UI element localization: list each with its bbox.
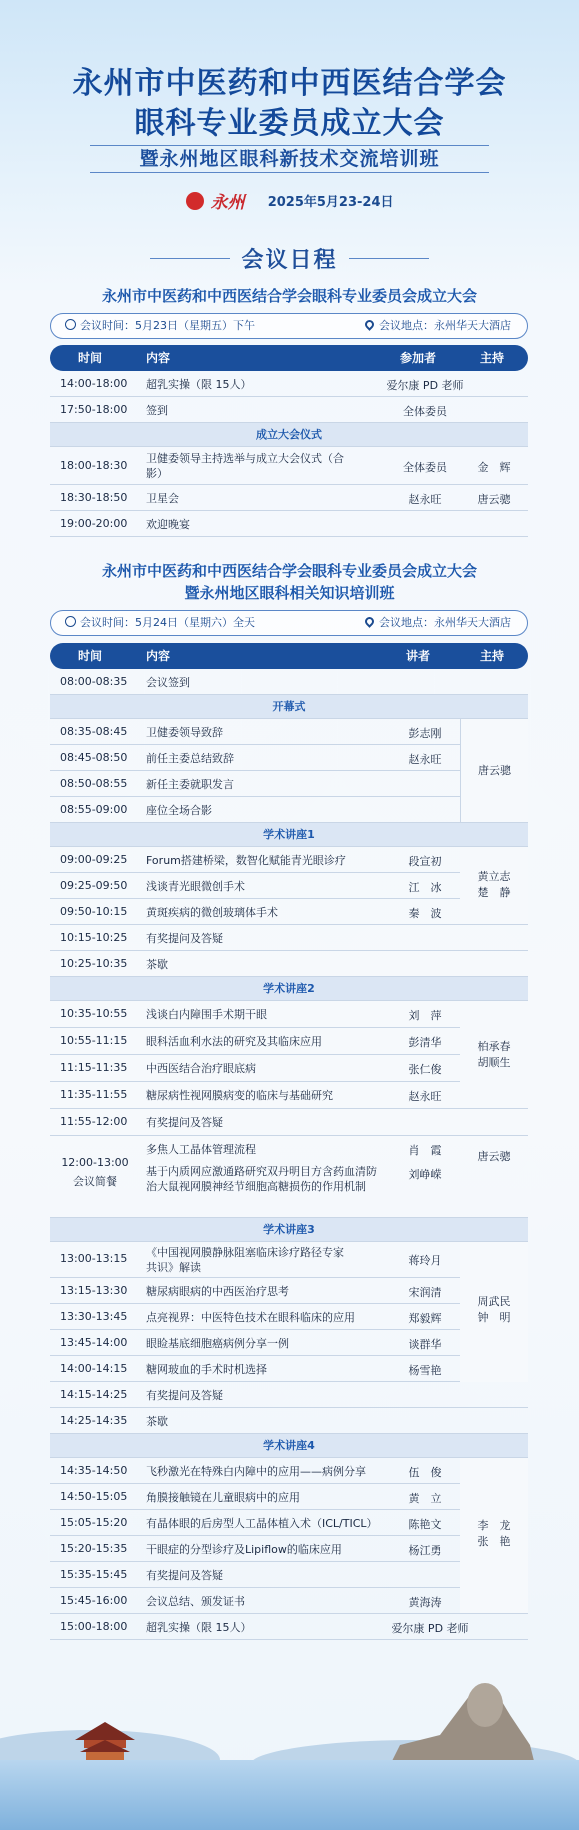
- row-time: 08:55-09:00: [60, 803, 128, 816]
- row-time: 11:15-11:35: [60, 1061, 128, 1074]
- row-person: 爱尔康 PD 老师: [386, 379, 464, 392]
- row-time: 13:00-13:15: [60, 1252, 128, 1265]
- row-content: 糖尿病性视网膜病变的临床与基础研究: [146, 1089, 333, 1102]
- row-content: 有奖提问及答疑: [146, 1569, 223, 1582]
- row-person: 谈群华: [408, 1338, 442, 1351]
- row-person: 赵永旺: [408, 753, 442, 766]
- section-block: [50, 719, 528, 823]
- section-block: [50, 1242, 528, 1434]
- table-row: [50, 1055, 528, 1082]
- day2-time: 会议时间：5月24日（星期六）全天: [80, 616, 255, 629]
- header-time: 时间: [78, 649, 103, 663]
- row-content: 糖网玻血的手术时机选择: [146, 1363, 267, 1376]
- row-time: 17:50-18:00: [60, 403, 128, 416]
- table-row: [50, 1484, 528, 1510]
- day2-title-line2: 暨永州地区眼科相关知识培训班: [184, 584, 395, 602]
- row-person: 爱尔康 PD 老师: [391, 1622, 469, 1635]
- row-content: 糖尿病眼病的中西医治疗思考: [146, 1285, 289, 1298]
- row-time: 18:00-18:30: [60, 459, 128, 472]
- table-row: [50, 1082, 528, 1109]
- table-row: [50, 1458, 528, 1484]
- row-content: 会议总结、颁发证书: [146, 1595, 245, 1608]
- table-row: [50, 1614, 528, 1640]
- event-date: 2025年5月23-24日: [267, 195, 394, 210]
- row-person: 江 冰: [408, 881, 442, 894]
- row-content: 卫健委领导主持选举与成立大会仪式（合影）: [146, 452, 344, 480]
- table-row: [50, 511, 528, 537]
- row-time: 10:15-10:25: [60, 931, 128, 944]
- table-row: [50, 1242, 528, 1278]
- row-content: 卫星会: [146, 492, 179, 505]
- table-row: [50, 771, 528, 797]
- table-row: [50, 1028, 528, 1055]
- table-row: [50, 1001, 528, 1028]
- table-row: [50, 719, 528, 745]
- row-time: 08:50-08:55: [60, 777, 128, 790]
- agenda-title: 会议日程: [0, 243, 579, 273]
- row-time: 09:50-10:15: [60, 905, 128, 918]
- row-content: 卫健委领导致辞: [146, 726, 223, 739]
- row-content: 欢迎晚宴: [146, 518, 190, 531]
- row-person: 刘 萍: [408, 1009, 442, 1022]
- day1-place: 会议地点：永州华天大酒店: [379, 319, 511, 332]
- row-content: 《中国视网膜静脉阻塞临床诊疗路径专家共识》解读: [146, 1246, 344, 1274]
- row-time: 13:45-14:00: [60, 1336, 128, 1349]
- row-content: 超乳实操（限 15人）: [146, 1621, 252, 1634]
- logo-date-row: [0, 188, 579, 212]
- row-person: 杨江勇: [408, 1544, 442, 1557]
- row-person: 全体委员: [403, 461, 447, 474]
- row-person: 陈艳文: [408, 1518, 442, 1531]
- subtitle: 暨永州地区眼科新技术交流培训班: [90, 145, 489, 173]
- row-person: 郑毅辉: [408, 1312, 442, 1325]
- location-pin-icon: [363, 318, 376, 331]
- day1-table: [50, 345, 528, 537]
- table-row: [50, 371, 528, 397]
- header-host: 主持: [480, 649, 505, 663]
- day1-time: 会议时间：5月23日（星期五）下午: [80, 319, 255, 332]
- row-time: 14:35-14:50: [60, 1464, 128, 1477]
- row-person: 彭清华: [408, 1036, 442, 1049]
- row-content: 眼睑基底细胞癌病例分享一例: [146, 1337, 289, 1350]
- row-content: 前任主委总结致辞: [146, 752, 234, 765]
- row-time: 09:25-09:50: [60, 879, 128, 892]
- row-person: 刘峥嵘: [408, 1168, 442, 1181]
- table-row: [50, 669, 528, 695]
- row-content: 中西医结合治疗眼底病: [146, 1062, 256, 1075]
- row-content: 新任主委就职发言: [146, 778, 234, 791]
- section-band: 开幕式: [50, 695, 528, 719]
- header-time: 时间: [78, 351, 103, 365]
- row-person: 宋润清: [408, 1286, 442, 1299]
- row-content: 点亮视界：中医特色技术在眼科临床的应用: [146, 1311, 355, 1324]
- row-person: 赵永旺: [408, 1090, 442, 1103]
- row-content: 茶歇: [146, 1415, 168, 1428]
- row-content: 座位全场合影: [146, 804, 212, 817]
- table-row: [50, 397, 528, 423]
- row-time: 15:35-15:45: [60, 1568, 128, 1581]
- row-time: 18:30-18:50: [60, 491, 128, 504]
- row-time: 15:45-16:00: [60, 1594, 128, 1607]
- row-person: 黄 立: [408, 1492, 442, 1505]
- row-time: 14:00-18:00: [60, 377, 128, 390]
- row-content: 会议签到: [146, 676, 190, 689]
- row-content: Forum搭建桥梁，数智化赋能青光眼诊疗: [146, 854, 346, 867]
- row-time: 14:25-14:35: [60, 1414, 128, 1427]
- row-person: 黄海涛: [408, 1596, 442, 1609]
- row-time: 14:00-14:15: [60, 1362, 128, 1375]
- day2-place: 会议地点：永州华天大酒店: [379, 616, 511, 629]
- row-person: 秦 波: [408, 907, 442, 920]
- lake-water: [0, 1760, 579, 1830]
- row-content: 有奖提问及答疑: [146, 1116, 223, 1129]
- table-row: [50, 1109, 528, 1136]
- row-time: 19:00-20:00: [60, 517, 128, 530]
- table-row: [50, 1408, 528, 1434]
- table-row: [50, 899, 528, 925]
- footer-scenery: [0, 1660, 579, 1830]
- row-person: 全体委员: [403, 405, 447, 418]
- row-time: 14:50-15:05: [60, 1490, 128, 1503]
- row-person: 段宣初: [408, 855, 442, 868]
- row-content: 超乳实操（限 15人）: [146, 378, 252, 391]
- location-pin-icon: [363, 615, 376, 628]
- table-row: [50, 1356, 528, 1382]
- row-time: 12:00-13:00: [61, 1156, 129, 1169]
- header-content: 内容: [146, 351, 171, 365]
- section-host: 周武民 钟 明: [460, 1242, 528, 1382]
- section-band: 学术讲座4: [50, 1434, 528, 1458]
- row-content: 有晶体眼的后房型人工晶体植入术（ICL/TICL）: [146, 1517, 378, 1530]
- clock-icon: [65, 616, 76, 627]
- row-content: 眼科活血利水法的研究及其临床应用: [146, 1035, 322, 1048]
- header-participant: 参加者: [400, 351, 437, 365]
- poster-header: [0, 0, 579, 230]
- row-person: 蒋玲月: [408, 1254, 442, 1267]
- clock-icon: [65, 319, 76, 330]
- row-person: 伍 俊: [408, 1466, 442, 1479]
- row-content: 基于内质网应激通路研究双丹明目方含药血清防治大鼠视网膜神经节细胞高糖损伤的作用机制: [146, 1165, 377, 1193]
- table-row: [50, 1588, 528, 1614]
- row-time: 11:35-11:55: [60, 1088, 128, 1101]
- row-content: 干眼症的分型诊疗及Lipiflow的临床应用: [146, 1543, 342, 1556]
- main-title-line1: 永州市中医药和中西医结合学会: [72, 66, 507, 101]
- table-row: [50, 1510, 528, 1536]
- section-host: 唐云骢: [460, 719, 528, 822]
- row-person: 彭志刚: [408, 727, 442, 740]
- table-row: [50, 797, 528, 823]
- section-host: 柏承春 胡顺生: [460, 1001, 528, 1108]
- day1-title: 永州市中医药和中西医结合学会眼科专业委员会成立大会: [101, 287, 477, 305]
- day1-infobar: [50, 313, 528, 339]
- row-content: 茶歇: [146, 958, 168, 971]
- section-host: 李 龙 张 艳: [460, 1458, 528, 1613]
- table-row: [50, 873, 528, 899]
- row-time: 13:30-13:45: [60, 1310, 128, 1323]
- row-content: 有奖提问及答疑: [146, 932, 223, 945]
- row-content: 有奖提问及答疑: [146, 1389, 223, 1402]
- row-time: 13:15-13:30: [60, 1284, 128, 1297]
- table-row: [50, 847, 528, 873]
- row-content: 角膜接触镜在儿童眼病中的应用: [146, 1491, 300, 1504]
- table-header: [50, 345, 528, 371]
- table-row: [50, 1562, 528, 1588]
- table-row: [50, 1330, 528, 1356]
- row-time: 11:55-12:00: [60, 1115, 128, 1128]
- section-block: [50, 847, 528, 977]
- row-time: 15:20-15:35: [60, 1542, 128, 1555]
- row-content: 浅谈青光眼微创手术: [146, 880, 245, 893]
- row-time: 15:00-18:00: [60, 1620, 128, 1633]
- section-block: [50, 1458, 528, 1640]
- row-time: 10:55-11:15: [60, 1034, 128, 1047]
- section-band: 学术讲座3: [50, 1218, 528, 1242]
- day2-table: [50, 643, 528, 1640]
- row-person: 肖 霞: [408, 1144, 442, 1157]
- table-row: [50, 1304, 528, 1330]
- section-host: 黄立志 楚 静: [460, 847, 528, 924]
- table-row: [50, 1278, 528, 1304]
- row-time: 10:35-10:55: [60, 1007, 128, 1020]
- row-content: 黄斑疾病的微创玻璃体手术: [146, 906, 278, 919]
- day2-infobar: [50, 610, 528, 636]
- row-time: 08:45-08:50: [60, 751, 128, 764]
- row-time: 08:00-08:35: [60, 675, 128, 688]
- row-content: 签到: [146, 404, 168, 417]
- header-speaker: 讲者: [406, 649, 431, 663]
- section-band: 学术讲座1: [50, 823, 528, 847]
- row-content: 浅谈白内障围手术期干眼: [146, 1008, 267, 1021]
- table-row: [50, 951, 528, 977]
- table-header: [50, 643, 528, 669]
- day2-title-line1: 永州市中医药和中西医结合学会眼科专业委员会成立大会: [101, 562, 477, 580]
- row-person: 杨雪艳: [408, 1364, 442, 1377]
- row-time: 09:00-09:25: [60, 853, 128, 866]
- row-person: 张仁俊: [408, 1063, 442, 1076]
- row-time: 15:05-15:20: [60, 1516, 128, 1529]
- lunch-row: [50, 1136, 528, 1218]
- row-time: 14:15-14:25: [60, 1388, 128, 1401]
- table-row: [50, 1536, 528, 1562]
- table-row: [50, 745, 528, 771]
- row-person: 赵永旺: [408, 493, 442, 506]
- row-time: 10:25-10:35: [60, 957, 128, 970]
- row-content: 飞秒激光在特殊白内障中的应用——病例分享: [146, 1465, 366, 1478]
- section-band: 成立大会仪式: [50, 423, 528, 447]
- table-row: [50, 1382, 528, 1408]
- section-band: 学术讲座2: [50, 977, 528, 1001]
- row-content: 多焦人工晶体管理流程: [146, 1143, 256, 1156]
- row-host: 金 辉: [477, 461, 511, 474]
- table-row: [50, 447, 528, 485]
- section-block: [50, 1001, 528, 1218]
- header-content: 内容: [146, 649, 171, 663]
- row-time: 08:35-08:45: [60, 725, 128, 738]
- city-logo: 永州: [210, 193, 245, 213]
- row-host: 唐云骢: [477, 493, 511, 506]
- row-host: 唐云骢: [477, 1150, 511, 1163]
- seal-icon: [186, 192, 204, 210]
- table-row: [50, 485, 528, 511]
- header-host: 主持: [480, 351, 505, 365]
- table-row: [50, 925, 528, 951]
- main-title-line2: 眼科专业委员成立大会: [134, 106, 445, 141]
- lunch-label: 会议简餐: [73, 1175, 117, 1188]
